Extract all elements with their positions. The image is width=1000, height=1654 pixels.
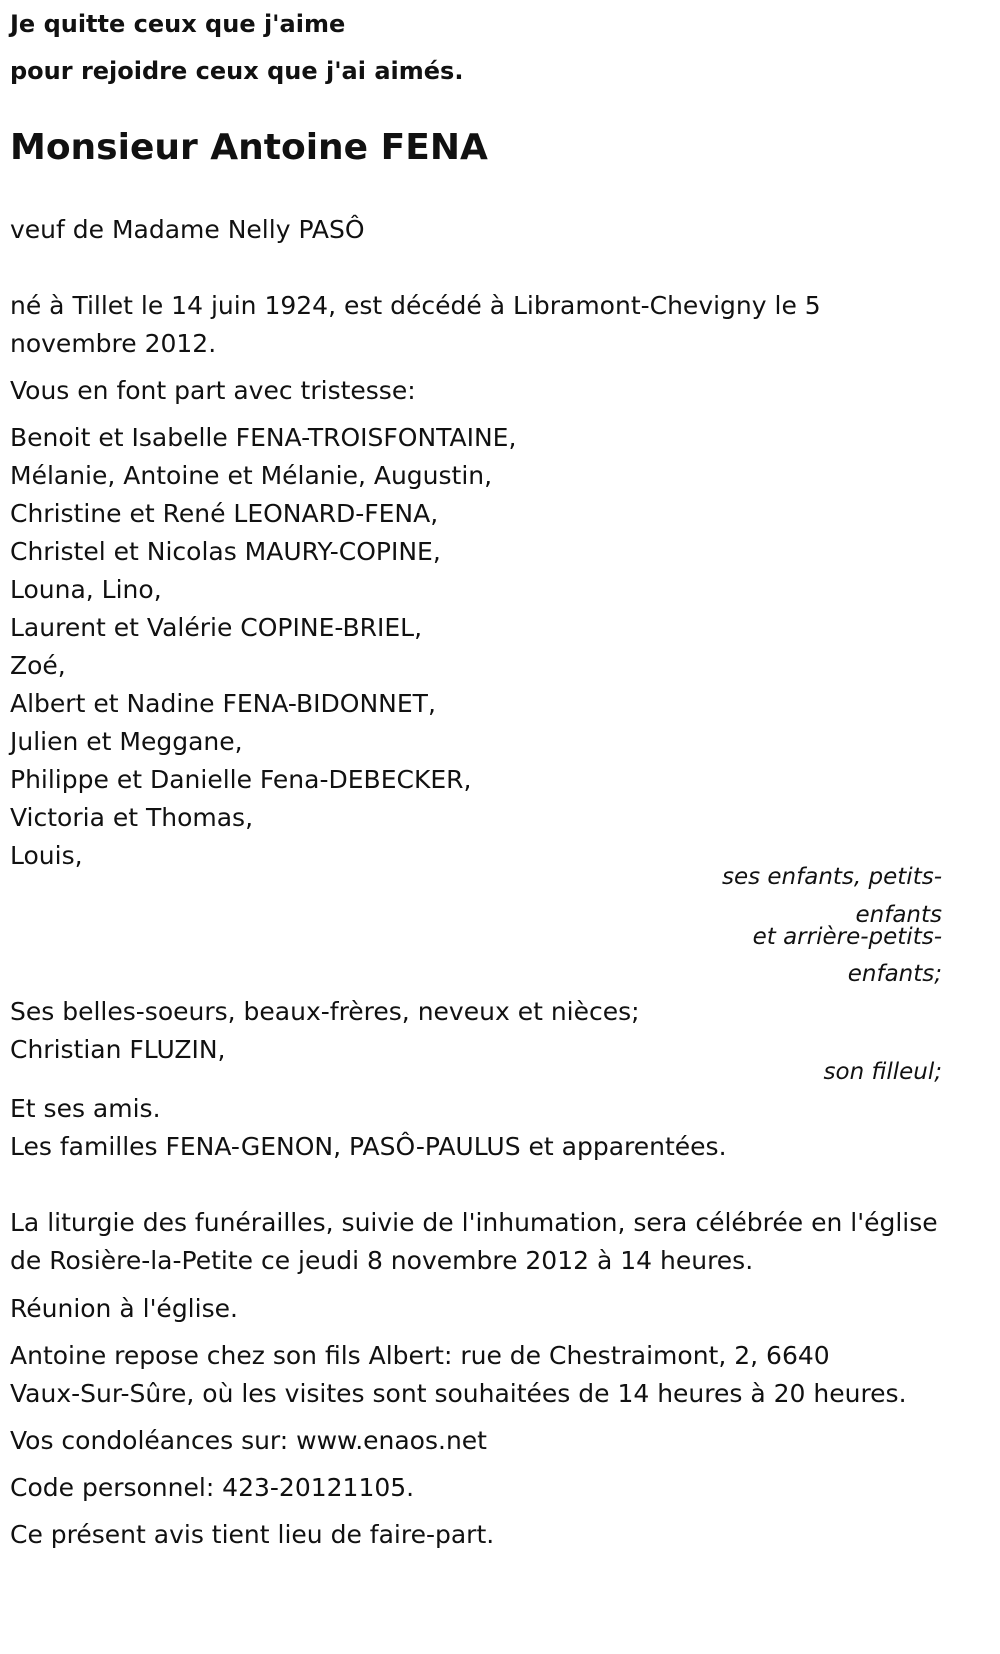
visitation-line-2: Vaux-Sur-Sûre, où les visites sont souhaitées de 14 heures à 20 heures.	[10, 1379, 907, 1408]
announcement-intro: Vous en font part avec tristesse:	[10, 376, 416, 405]
funeral-line-2: de Rosière-la-Petite ce jeudi 8 novembre 2012 à 14 heures.	[10, 1246, 754, 1275]
family-list-item: Louna, Lino,	[10, 575, 162, 604]
family-list-item: Mélanie, Antoine et Mélanie, Augustin,	[10, 461, 493, 490]
family-role-line-2: enfants	[855, 902, 942, 928]
godson: Christian FLUZIN,	[10, 1035, 226, 1064]
visitation-line-1: Antoine repose chez son fils Albert: rue de Chestraimont, 2, 6640	[10, 1341, 830, 1370]
family-list-item: Christine et René LEONARD-FENA,	[10, 499, 439, 528]
extended-family: Ses belles-soeurs, beaux-frères, neveux et nièces;	[10, 997, 640, 1026]
family-list-item: Albert et Nadine FENA-BIDONNET,	[10, 689, 436, 718]
family-list-item: Louis,	[10, 841, 83, 870]
birth-death-line-1: né à Tillet le 14 juin 1924, est décédé à Libramont-Chevigny le 5	[10, 291, 821, 320]
family-role-line-1: ses enfants, petits-	[721, 864, 942, 890]
widower-of: veuf de Madame Nelly PASÔ	[10, 215, 365, 244]
epigraph-line-1: Je quitte ceux que j'aime	[10, 10, 346, 38]
godson-role: son filleul;	[823, 1059, 942, 1085]
family-role-line-4: enfants;	[847, 961, 942, 987]
family-list-item: Zoé,	[10, 651, 66, 680]
closing: Ce présent avis tient lieu de faire-part.	[10, 1520, 495, 1549]
family-list-item: Christel et Nicolas MAURY-COPINE,	[10, 537, 441, 566]
family-list-item: Laurent et Valérie COPINE-BRIEL,	[10, 613, 423, 642]
related-families: Les familles FENA-GENON, PASÔ-PAULUS et apparentées.	[10, 1132, 727, 1161]
epigraph-line-2: pour rejoidre ceux que j'ai aimés.	[10, 57, 464, 85]
funeral-line-1: La liturgie des funérailles, suivie de l'inhumation, sera célébrée en l'église	[10, 1208, 938, 1237]
condolences: Vos condoléances sur: www.enaos.net	[10, 1426, 487, 1455]
family-list-item: Philippe et Danielle Fena-DEBECKER,	[10, 765, 472, 794]
personal-code: Code personnel: 423-20121105.	[10, 1473, 415, 1502]
family-role-line-3: et arrière-petits-	[752, 924, 942, 950]
birth-death-line-2: novembre 2012.	[10, 329, 217, 358]
meeting: Réunion à l'église.	[10, 1294, 238, 1323]
deceased-name: Monsieur Antoine FENA	[10, 127, 488, 168]
friends: Et ses amis.	[10, 1094, 161, 1123]
family-list-item: Julien et Meggane,	[10, 727, 243, 756]
family-list-item: Benoit et Isabelle FENA-TROISFONTAINE,	[10, 423, 517, 452]
family-list-item: Victoria et Thomas,	[10, 803, 254, 832]
